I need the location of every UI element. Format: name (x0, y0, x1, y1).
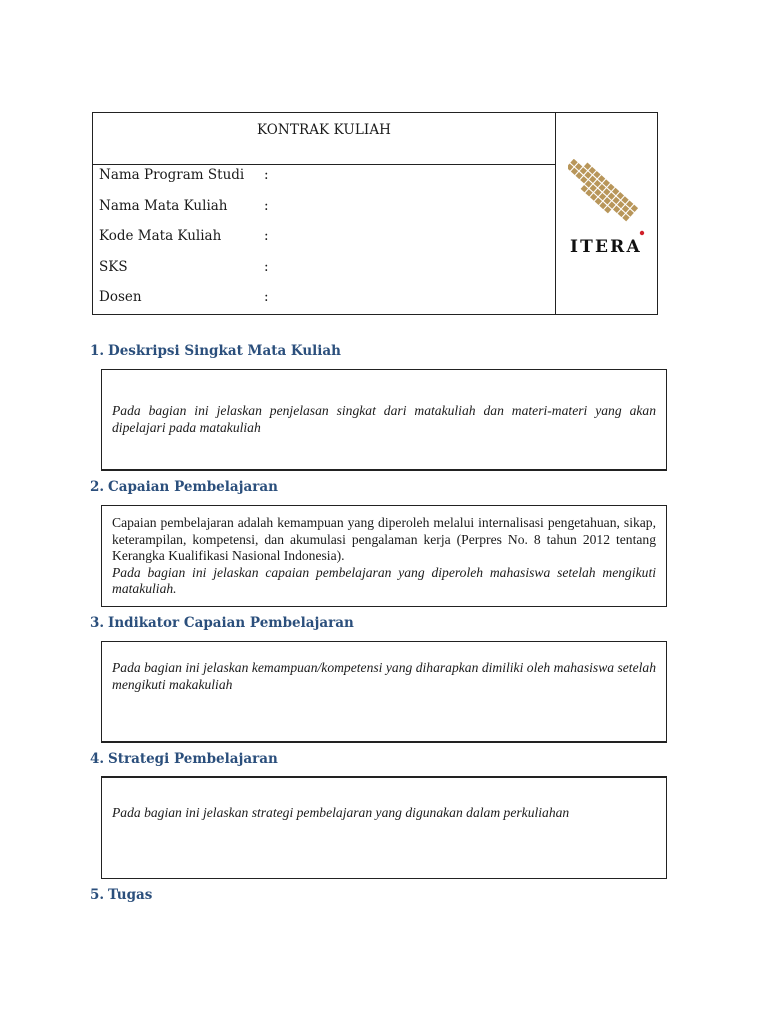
logo-tile (585, 180, 592, 187)
logo-cell (556, 113, 657, 314)
section-title: Indikator Capaian Pembelajaran (108, 615, 354, 631)
logo-tile (608, 201, 615, 208)
section-box-deskripsi (101, 369, 667, 471)
field-label: Nama Mata Kuliah (99, 197, 228, 214)
logo-tile (598, 184, 605, 191)
logo-tile (593, 171, 600, 178)
logo-tile (617, 192, 624, 199)
field-row-dosen (93, 288, 555, 319)
logo-tile (607, 184, 614, 191)
logo-tile (594, 189, 601, 196)
field-row-kode-mata-kuliah (93, 227, 555, 258)
logo-tile (580, 176, 587, 183)
logo-tile (590, 185, 597, 192)
logo-tile (585, 189, 592, 196)
section-number: 3. (90, 615, 105, 631)
field-colon: : (264, 258, 269, 275)
section-heading-indikator (90, 615, 354, 631)
field-row-mata-kuliah (93, 197, 555, 228)
logo-tile (603, 188, 610, 195)
section-box-capaian (101, 505, 667, 607)
field-label: SKS (99, 258, 128, 275)
logo-tile (603, 179, 610, 186)
logo-tile (598, 175, 605, 182)
logo-tile (613, 206, 620, 213)
logo-tile (621, 196, 628, 203)
field-label: Nama Program Studi (99, 167, 245, 183)
section-text: Pada bagian ini jelaskan penjelasan singkat dari matakuliah dan materi-materi yang akan dipelajari pada matakuliah (112, 403, 656, 435)
section-number: 2. (90, 479, 105, 495)
field-label: Dosen (99, 289, 142, 305)
section-number: 1. (90, 343, 105, 359)
logo-tile (581, 185, 588, 192)
section-text: Pada bagian ini jelaskan kemampuan/kompetensi yang diharapkan dimiliki oleh mahasiswa setelah mengikuti makakuliah (112, 660, 656, 692)
logo-tile (575, 163, 582, 170)
section-heading-tugas (90, 887, 152, 903)
field-row-program-studi (93, 166, 555, 197)
logo-tile (589, 176, 596, 183)
field-row-sks (93, 258, 555, 289)
header-main-cell (93, 113, 556, 314)
section-box-indikator (101, 641, 667, 743)
logo-tile (612, 188, 619, 195)
logo-tile (622, 214, 629, 221)
section-title: Deskripsi Singkat Mata Kuliah (108, 343, 341, 359)
logo-wordmark: ITERA (570, 237, 642, 257)
section-title: Strategi Pembelajaran (108, 751, 278, 767)
logo-tile (631, 205, 638, 212)
field-label: Kode Mata Kuliah (99, 228, 222, 244)
field-colon: : (264, 167, 269, 183)
logo-tile (604, 197, 611, 204)
section-text-instruction: Pada bagian ini jelaskan capaian pembelajaran yang diperoleh mahasiswa setelah mengikuti matakuliah. (112, 564, 656, 596)
field-colon: : (264, 228, 269, 244)
section-text-definition: Capaian pembelajaran adalah kemampuan yang diperoleh melalui internalisasi pengetahuan, sikap, keterampilan, kompetensi, dan akumulasi pengalaman kerja (Perpres No. 8 tahun 2012 tentang Kerangka Kualifikasi Nasional Indonesia). (112, 515, 656, 563)
logo-tile (589, 167, 596, 174)
logo-tile (599, 202, 606, 209)
section-text: Pada bagian ini jelaskan strategi pembelajaran yang digunakan dalam perkuliahan (112, 805, 570, 820)
logo-tile (612, 197, 619, 204)
logo-tile (584, 163, 591, 170)
logo-tile (575, 172, 582, 179)
logo-tile (617, 201, 624, 208)
logo-accent-dot (640, 231, 644, 235)
document-title: KONTRAK KULIAH (93, 113, 555, 165)
section-heading-capaian (90, 479, 278, 495)
section-number: 5. (90, 887, 105, 903)
section-box-strategi (101, 776, 667, 879)
section-heading-strategi (90, 751, 278, 767)
contract-header-table (92, 112, 658, 315)
section-heading-deskripsi (90, 343, 341, 359)
logo-tile (622, 205, 629, 212)
logo-tile (584, 171, 591, 178)
logo-tile (571, 168, 578, 175)
logo-tile (604, 206, 611, 213)
logo-tile (627, 209, 634, 216)
logo-tile (590, 193, 597, 200)
logo-tile (595, 198, 602, 205)
logo-tile-group (568, 159, 638, 226)
section-title: Capaian Pembelajaran (108, 479, 278, 495)
itera-logo-icon (568, 159, 648, 239)
field-colon: : (264, 289, 269, 305)
logo-tile (594, 180, 601, 187)
logo-tile (580, 167, 587, 174)
section-number: 4. (90, 751, 105, 767)
section-title: Tugas (108, 887, 153, 903)
field-colon: : (264, 197, 269, 214)
logo-tile (608, 192, 615, 199)
logo-tile (570, 159, 577, 166)
course-fields (93, 166, 555, 319)
logo-tile (618, 210, 625, 217)
logo-tile (599, 193, 606, 200)
logo-tile (626, 200, 633, 207)
